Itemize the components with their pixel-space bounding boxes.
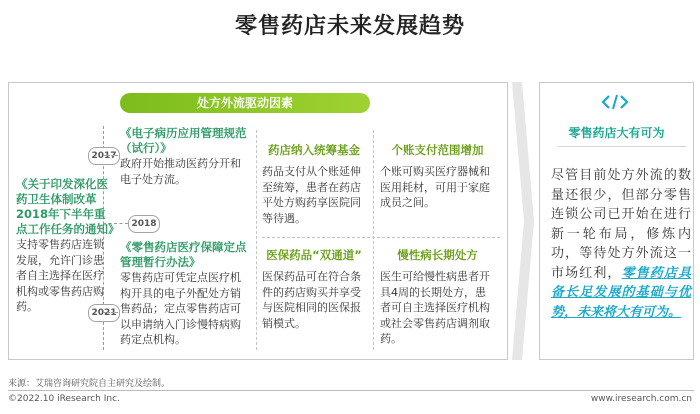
driver-desc: 个账可购买医疗器械和医用耗材，可用于家庭成员之间。 (380, 165, 490, 209)
driver-desc: 医生可给慢性病患者开具4周的长期处方，患者可自主选择医疗机构或社会零售药店调剂取药。 (380, 270, 490, 345)
page-title: 零售药店未来发展趋势 (234, 14, 465, 39)
outlook-body: 尽管目前处方外流的数量还很少，但部分零售连锁公司已开始在进行新一轮布局，修炼内功，等待处方外流这一市场红利， (551, 168, 691, 281)
driver-title: 个账支付范围增加 (391, 143, 484, 157)
timeline-item-2018 (16, 177, 120, 315)
driver-card (262, 143, 366, 226)
driver-title: 医保药品“双通道” (266, 248, 362, 262)
timeline-branch (103, 155, 118, 156)
drivers-pill-label: 处方外流驱动因素 (120, 93, 370, 113)
policy-desc: 支持零售药店连锁发展，允许门诊患者自主选择在医疗机构或零售药店购药。 (16, 238, 104, 313)
year-badge-2021: 2021 (88, 304, 120, 322)
policy-title: 《零售药店医疗保障定点管理暂行办法》 (120, 240, 247, 269)
code-icon (600, 92, 630, 112)
year-badge-2017: 2017 (88, 147, 120, 165)
timeline-item-2021 (120, 240, 250, 348)
policy-title: 《电子病历应用管理规范（试行）》 (120, 126, 247, 155)
grid-divider (373, 130, 374, 350)
source-note: 来源：艾瑞咨询研究院自主研究及绘制。 (8, 379, 171, 389)
driver-title: 药店纳入统筹基金 (268, 143, 360, 157)
driver-desc: 医保药品可在符合条件的药店购买并享受与医院相同的医保报销模式。 (262, 270, 361, 330)
policy-desc: 政府开始推动医药分开和电子处方流。 (120, 157, 241, 186)
footer-divider (8, 390, 694, 391)
copyright: ©2022.10 iResearch Inc. (8, 394, 120, 404)
policy-title: 《关于印发深化医药卫生体制改革2018年下半年重点工作任务的通知》 (16, 177, 120, 236)
arrow-right-icon (512, 82, 534, 360)
policy-desc: 零售药店可凭定点医疗机构开具的电子外配处方销售药品；定点零售药店可以申请纳入门诊慢特病购药定点机构。 (120, 271, 241, 346)
outlook-title: 零售药店大有可为 (568, 126, 665, 140)
driver-title: 慢性病长期处方 (397, 248, 478, 262)
timeline-item-2017 (120, 126, 250, 187)
driver-card (262, 248, 366, 331)
driver-card (380, 143, 495, 211)
grid-divider (256, 130, 257, 350)
driver-card (380, 248, 495, 347)
grid-divider (262, 237, 500, 238)
outlook-text (551, 166, 691, 322)
website-link[interactable]: www.iresearch.com.cn (590, 394, 692, 404)
outlook-highlight: 零售药店具备长足发展的基础与优势，未来将大有可为。 (551, 265, 691, 320)
outlook-divider (558, 146, 686, 147)
year-badge-2018: 2018 (128, 215, 160, 233)
driver-desc: 药品支付从个账延伸至统筹，患者在药店平处方购药享医院同等待遇。 (262, 165, 361, 225)
